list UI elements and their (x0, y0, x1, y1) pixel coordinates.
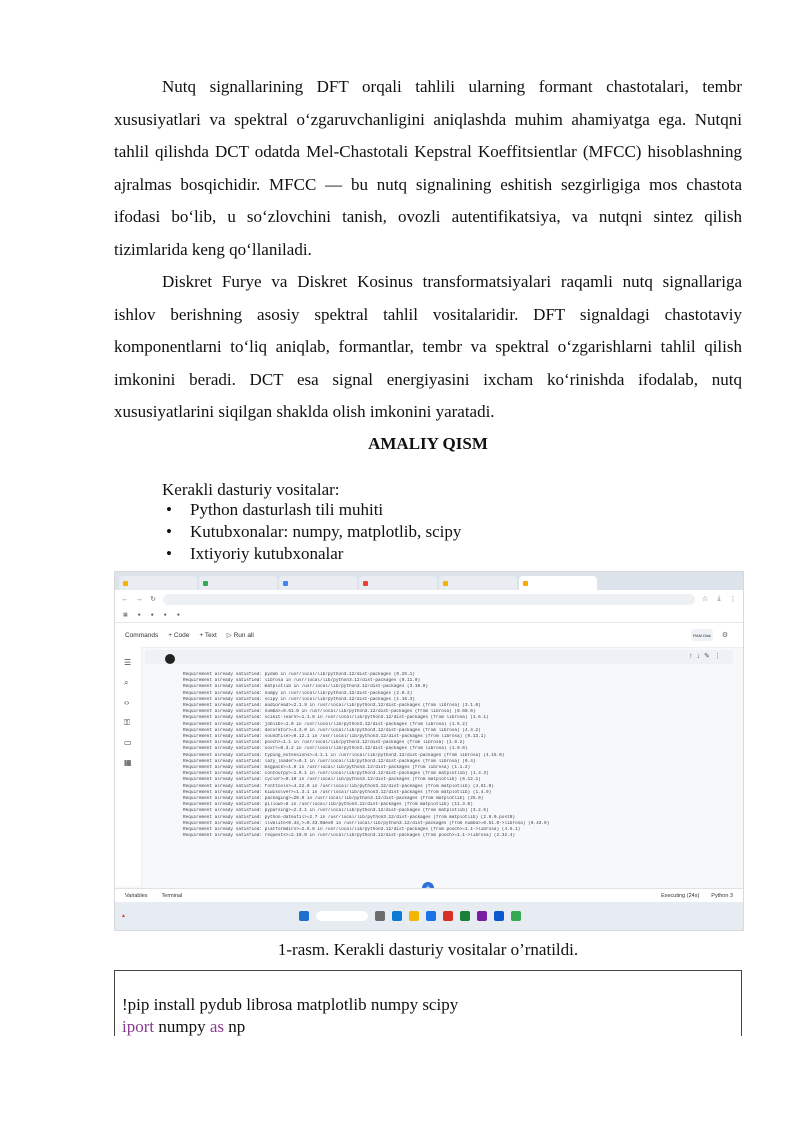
toc-icon[interactable]: ☰ (124, 658, 132, 667)
forward-icon[interactable]: → (135, 595, 143, 603)
terminal-button[interactable]: Terminal (161, 892, 183, 899)
bookmark-item[interactable]: ▦ (123, 612, 128, 618)
variables-button[interactable]: Variables (125, 892, 148, 899)
browser-tab[interactable] (279, 576, 357, 590)
output-line: Requirement already satisfied: numpy in /usr/local/lib/python3.12/dist-packages (2.0.2) (183, 690, 413, 696)
settings-icon[interactable]: ⚙ (721, 632, 729, 639)
section-heading: AMALIY QISM (368, 434, 488, 453)
add-code-button[interactable]: + Code (168, 631, 190, 639)
taskbar-app-icon[interactable] (426, 911, 436, 921)
taskbar-app-icon[interactable] (460, 911, 470, 921)
list-item: • Python dasturlash tili muhiti (166, 500, 384, 519)
output-line: Requirement already satisfied: pyparsing>=2.3.1 in /usr/local/lib/python3.12/dist-packages (from matplotlib) (3.2.5) (183, 808, 489, 814)
output-line: Requirement already satisfied: decorator>=4.3.0 in /usr/local/lib/python3.12/dist-packages (from librosa) (4.4.2) (183, 727, 481, 733)
browser-tab[interactable] (119, 576, 197, 590)
run-all-button[interactable]: ▷ Run all (226, 632, 254, 639)
output-line: Requirement already satisfied: lazy_loader>=0.1 in /usr/local/lib/python3.12/dist-packages (from librosa) (0.4) (183, 758, 476, 764)
output-line: Requirement already satisfied: joblib>=1.0 in /usr/local/lib/python3.12/dist-packages (from librosa) (1.5.2) (183, 721, 468, 727)
output-line: Requirement already satisfied: platformdirs>=2.5.0 in /usr/local/lib/python3.12/dist-packages (from pooch>=1.1->librosa) (4.5.1) (183, 827, 521, 833)
output-line: Requirement already satisfied: soxr>=0.3.2 in /usr/local/lib/python3.12/dist-packages (from librosa) (1.0.0) (183, 746, 468, 752)
code-snippets-icon[interactable]: ‹› (124, 698, 130, 707)
figure-caption: 1-rasm. Kerakli dasturiy vositalar o’rnatildi. (277, 940, 579, 959)
output-line: Requirement already satisfied: audioread>=2.1.9 in /usr/local/lib/python3.12/dist-packages (from librosa) (3.1.0) (183, 703, 481, 709)
taskbar-app-icon[interactable] (511, 911, 521, 921)
windows-taskbar (115, 902, 743, 930)
output-line: Requirement already satisfied: soundfile>=0.12.1 in /usr/local/lib/python3.12/dist-packages (from librosa) (0.13.1) (183, 734, 487, 740)
paragraph-dft-analysis: Nutq signallarining DFT orqali tahlili ularning formant chastotalari, tembr xususiyatlari va spektral o‘zgaruvchanligini aniqlashda muhim ahamiyatga ega. Nutqni tahlil qilishda DCT odatda Mel-Chastotali Kepstral Koeffitsientlar (MFCC) hisoblashning ajralmas bosqichidir. MFCC — bu nutq signalining eshitish sezgirligiga mos chastota ifodasi bo‘lib, u so‘zlovchini tanish, ovozli autentifikatsiya, va nutqni sintez qilish tizimlarida keng qo‘llaniladi. (114, 77, 742, 259)
taskbar-app-icon[interactable] (392, 911, 402, 921)
output-line: Requirement already satisfied: typing_extensions>=4.1.1 in /usr/local/lib/python3.12/dist-packages (from librosa) (4.15.0) (183, 752, 505, 758)
menu-icon[interactable]: ⋮ (729, 596, 737, 603)
code-cell[interactable] (145, 650, 733, 664)
output-line: Requirement already satisfied: msgpack>=1.0 in /usr/local/lib/python3.12/dist-packages (from librosa) (1.1.2) (183, 765, 471, 771)
browser-tab[interactable] (359, 576, 437, 590)
bullet-icon: • (166, 544, 172, 563)
output-line: Requirement already satisfied: packaging>=20.0 in /usr/local/lib/python3.12/dist-packages (from matplotlib) (25.0) (183, 796, 484, 802)
back-icon[interactable]: ← (121, 595, 129, 603)
list-item: • Ixtiyoriy kutubxonalar (166, 544, 344, 563)
url-input[interactable] (163, 594, 695, 605)
taskbar-app-icon[interactable] (477, 911, 487, 921)
output-line: Requirement already satisfied: scikit-learn>=1.1.0 in /usr/local/lib/python3.12/dist-packages (from librosa) (1.6.1) (183, 715, 489, 721)
output-line: Requirement already satisfied: python-dateutil>=2.7 in /usr/local/lib/python3.12/dist-packages (from matplotlib) (2.9.0.post0) (183, 814, 515, 820)
code-keyword: as (209, 1017, 225, 1036)
executing-status: Executing (24s) (661, 892, 700, 899)
star-icon[interactable]: ☆ (701, 596, 709, 603)
taskbar-app-icon[interactable] (375, 911, 385, 921)
output-line: Requirement already satisfied: kiwisolver>=1.3.1 in /usr/local/lib/python3.12/dist-packages (from matplotlib) (1.4.9) (183, 789, 492, 795)
add-text-button[interactable]: + Text (199, 631, 217, 639)
address-bar-row (115, 590, 743, 608)
output-line: Requirement already satisfied: librosa in /usr/local/lib/python3.12/dist-packages (0.11.0) (183, 678, 421, 684)
cell-toolbar[interactable]: ↑↓✎⋮ (689, 653, 725, 660)
output-line: Requirement already satisfied: matplotlib in /usr/local/lib/python3.12/dist-packages (3.10.0) (183, 684, 429, 690)
code-line-import (122, 1016, 245, 1038)
browser-tab[interactable] (199, 576, 277, 590)
code-module: numpy (154, 1017, 210, 1036)
bookmark-item[interactable]: ● (150, 612, 154, 618)
bullet-icon: • (166, 522, 172, 541)
search-icon[interactable]: ⌕ (124, 678, 129, 687)
tools-label: Kerakli dasturiy vositalar: (162, 480, 340, 499)
browser-tab-bar (115, 572, 743, 590)
secrets-icon[interactable]: ⚿ (124, 718, 131, 727)
files-icon[interactable]: ▭ (124, 738, 132, 747)
colab-toolbar (115, 623, 743, 648)
weather-widget[interactable]: ▲ (121, 913, 126, 919)
output-line: Requirement already satisfied: numba>=0.51.0 in /usr/local/lib/python3.12/dist-packages (from librosa) (0.60.0) (183, 709, 476, 715)
commands-button[interactable]: Commands (125, 631, 159, 639)
browser-tab-active[interactable] (519, 576, 597, 590)
output-line: Requirement already satisfied: llvmlite<0.44,>=0.43.0dev0 in /usr/local/lib/python3.12/dist-packages (from numba>=0.51.0->librosa) (0.43.0) (183, 820, 550, 826)
bookmarks-bar (115, 608, 743, 623)
taskbar-app-icon[interactable] (409, 911, 419, 921)
left-rail (115, 646, 142, 886)
code-line-pip-install: !pip install pydub librosa matplotlib numpy scipy (122, 995, 459, 1014)
output-line: Requirement already satisfied: fonttools>=4.22.0 in /usr/local/lib/python3.12/dist-packages (from matplotlib) (4.61.0) (183, 783, 494, 789)
output-line: Requirement already satisfied: pydub in /usr/local/lib/python3.12/dist-packages (0.25.1) (183, 672, 415, 677)
bookmark-item[interactable]: ● (176, 612, 180, 618)
cell-output (183, 672, 728, 839)
output-line: Requirement already satisfied: requests>=2.19.0 in /usr/local/lib/python3.12/dist-packages (from pooch>=1.1->librosa) (2.32.4) (183, 833, 515, 839)
bullet-icon: • (166, 500, 172, 519)
output-line: Requirement already satisfied: contourpy>=1.0.1 in /usr/local/lib/python3.12/dist-packages (from matplotlib) (1.3.3) (183, 771, 489, 777)
bookmark-item[interactable]: ● (163, 612, 167, 618)
colab-screenshot-figure (114, 571, 744, 931)
output-line: Requirement already satisfied: pillow>=8 in /usr/local/lib/python3.12/dist-packages (from matplotlib) (11.3.0) (183, 802, 473, 808)
download-icon[interactable]: ⤓ (717, 595, 721, 602)
reload-icon[interactable]: ↻ (150, 596, 156, 603)
output-line: Requirement already satisfied: pooch>=1.1 in /usr/local/lib/python3.12/dist-packages (from librosa) (1.8.2) (183, 740, 465, 746)
start-icon[interactable] (299, 911, 309, 921)
list-item: • Kutubxonalar: numpy, matplotlib, scipy (166, 522, 462, 541)
ram-disk-indicator[interactable]: RAM Disk (691, 629, 713, 641)
run-cell-button[interactable] (165, 654, 175, 664)
tools-list (162, 499, 461, 565)
data-icon[interactable]: ▦ (124, 758, 132, 767)
taskbar-app-icon[interactable] (494, 911, 504, 921)
runtime-label: Python 3 (711, 892, 733, 899)
code-keyword: iport (122, 1017, 155, 1036)
colab-status-bar (115, 888, 743, 902)
taskbar-search[interactable] (316, 911, 368, 921)
browser-tab[interactable] (439, 576, 517, 590)
taskbar-app-icon[interactable] (443, 911, 453, 921)
output-line: Requirement already satisfied: cycler>=0.10 in /usr/local/lib/python3.12/dist-packages (from matplotlib) (0.12.1) (183, 777, 481, 783)
bookmark-item[interactable]: ● (137, 612, 141, 618)
paragraph-dft-dct-summary: Diskret Furye va Diskret Kosinus transformatsiyalari raqamli nutq signallariga ishlov berishning asosiy spektral tahlil vositalaridir. DFT signaldagi chastotaviy komponentlarni to‘liq aniqlab, formantlar, tembr va spektral o‘zgarishlarni tahlil qilish imkonini beradi. DCT esa signal energiyasini ixcham ko‘rinishda ifodalab, nutq xususiyatlarini siqilgan shaklda olish imkonini yaratadi. (114, 272, 742, 421)
code-alias: np (224, 1017, 246, 1036)
output-line: Requirement already satisfied: scipy in /usr/local/lib/python3.12/dist-packages (1.16.3) (183, 696, 415, 702)
